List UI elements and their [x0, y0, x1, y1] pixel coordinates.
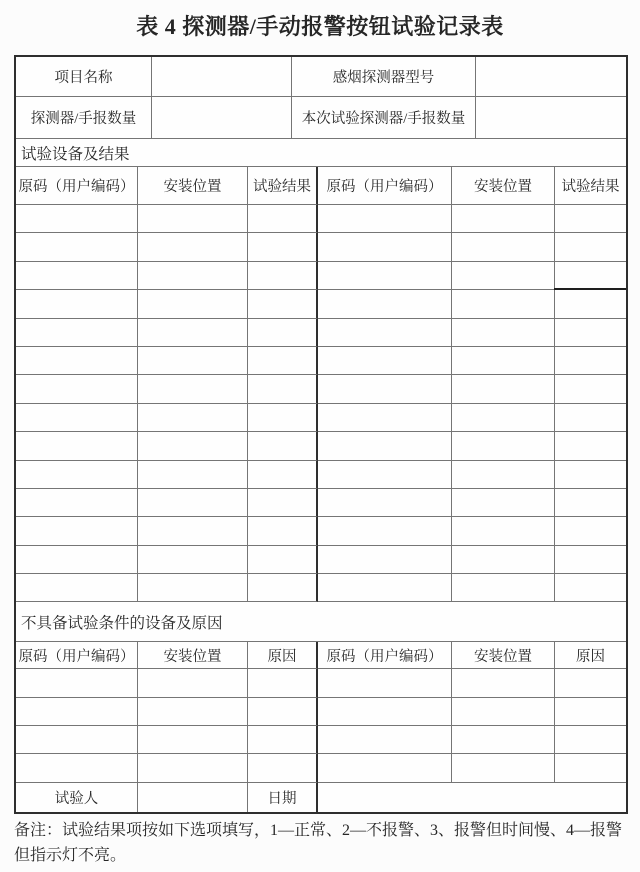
- table-row: [16, 347, 626, 375]
- empty-cell: [248, 233, 318, 261]
- empty-cell: [16, 669, 138, 697]
- empty-cell: [318, 669, 452, 697]
- empty-cell: [318, 489, 452, 517]
- empty-cell: [248, 754, 318, 782]
- table-row: [16, 205, 626, 233]
- empty-cell: [16, 262, 138, 290]
- empty-cell: [452, 233, 555, 261]
- project-name-label: 项目名称: [16, 57, 152, 97]
- table-row: [16, 754, 626, 782]
- empty-cell: [318, 517, 452, 545]
- signature-row: [16, 783, 626, 812]
- empty-cell: [555, 432, 626, 460]
- date-label: 日期: [248, 783, 318, 812]
- empty-cell: [248, 669, 318, 697]
- empty-cell: [248, 375, 318, 403]
- empty-cell: [452, 461, 555, 489]
- empty-cell: [138, 319, 248, 347]
- empty-cell: [452, 546, 555, 574]
- empty-cell: [16, 574, 138, 602]
- empty-cell: [452, 574, 555, 602]
- col-header-code-left: 原码（用户编码）: [16, 642, 138, 669]
- empty-cell: [555, 347, 626, 375]
- empty-cell: [318, 432, 452, 460]
- tested-count-label: 本次试验探测器/手报数量: [292, 97, 476, 139]
- empty-cell: [16, 432, 138, 460]
- empty-cell: [248, 517, 318, 545]
- table-row: [16, 489, 626, 517]
- empty-cell: [555, 726, 626, 754]
- empty-cell: [452, 404, 555, 432]
- tester-value: [138, 783, 248, 812]
- empty-cell: [452, 698, 555, 726]
- col-header-location-left: 安装位置: [138, 642, 248, 669]
- empty-cell: [138, 698, 248, 726]
- info-row-quantity: [16, 97, 626, 139]
- table-row: [16, 461, 626, 489]
- empty-cell: [452, 347, 555, 375]
- empty-cell: [248, 489, 318, 517]
- empty-cell: [555, 698, 626, 726]
- project-name-value: [152, 57, 292, 97]
- empty-cell: [138, 404, 248, 432]
- empty-cell: [248, 290, 318, 318]
- col-header-reason-left: 原因: [248, 642, 318, 669]
- tester-label: 试验人: [16, 783, 138, 812]
- empty-cell: [16, 319, 138, 347]
- empty-cell: [16, 546, 138, 574]
- smoke-detector-model-label: 感烟探测器型号: [292, 57, 476, 97]
- empty-cell: [248, 726, 318, 754]
- empty-cell: [16, 517, 138, 545]
- col-header-result-left: 试验结果: [248, 167, 318, 205]
- empty-cell: [138, 347, 248, 375]
- empty-cell: [248, 404, 318, 432]
- col-header-location-right: 安装位置: [452, 642, 555, 669]
- empty-cell: [138, 574, 248, 602]
- empty-cell: [138, 489, 248, 517]
- detector-count-value: [152, 97, 292, 139]
- empty-cell: [138, 375, 248, 403]
- failed-section-title: 不具备试验条件的设备及原因: [16, 602, 626, 642]
- empty-cell: [248, 461, 318, 489]
- empty-cell: [555, 669, 626, 697]
- empty-cell: [248, 319, 318, 347]
- empty-cell: [138, 233, 248, 261]
- empty-cell: [452, 290, 555, 318]
- empty-cell: [318, 319, 452, 347]
- empty-cell: [452, 517, 555, 545]
- empty-cell: [318, 461, 452, 489]
- empty-cell: [138, 517, 248, 545]
- empty-cell: [318, 233, 452, 261]
- col-header-location-left: 安装位置: [138, 167, 248, 205]
- empty-cell: [318, 574, 452, 602]
- empty-cell: [138, 669, 248, 697]
- empty-cell: [138, 205, 248, 233]
- empty-cell: [318, 754, 452, 782]
- empty-cell: [138, 546, 248, 574]
- empty-cell: [555, 574, 626, 602]
- empty-cell: [138, 726, 248, 754]
- empty-cell: [555, 262, 626, 290]
- empty-cell: [138, 461, 248, 489]
- empty-cell: [248, 262, 318, 290]
- empty-cell: [318, 290, 452, 318]
- table-row: [16, 698, 626, 726]
- empty-cell: [555, 319, 626, 347]
- empty-cell: [16, 489, 138, 517]
- empty-cell: [16, 461, 138, 489]
- table-row: [16, 546, 626, 574]
- table-row: [16, 319, 626, 347]
- empty-cell: [555, 461, 626, 489]
- empty-cell: [248, 205, 318, 233]
- test-record-table: [14, 55, 628, 814]
- col-header-code-left: 原码（用户编码）: [16, 167, 138, 205]
- empty-cell: [318, 347, 452, 375]
- detector-count-label: 探测器/手报数量: [16, 97, 152, 139]
- empty-cell: [555, 546, 626, 574]
- col-header-reason-right: 原因: [555, 642, 626, 669]
- empty-cell: [16, 726, 138, 754]
- empty-cell: [555, 404, 626, 432]
- empty-cell: [555, 754, 626, 782]
- empty-cell: [318, 726, 452, 754]
- info-row-project: [16, 57, 626, 97]
- empty-cell: [138, 432, 248, 460]
- scan-artifact-line: [554, 288, 626, 290]
- table-row: [16, 404, 626, 432]
- empty-cell: [16, 698, 138, 726]
- table-row: [16, 574, 626, 602]
- col-header-code-right: 原码（用户编码）: [318, 167, 452, 205]
- empty-cell: [138, 754, 248, 782]
- failed-header-row: [16, 642, 626, 669]
- date-value: [318, 783, 626, 812]
- empty-cell: [555, 489, 626, 517]
- empty-cell: [555, 517, 626, 545]
- test-results-empty-rows: [16, 205, 626, 602]
- empty-cell: [16, 375, 138, 403]
- empty-cell: [138, 262, 248, 290]
- smoke-detector-model-value: [476, 57, 626, 97]
- failed-empty-rows: [16, 669, 626, 782]
- empty-cell: [555, 290, 626, 318]
- col-header-code-right: 原码（用户编码）: [318, 642, 452, 669]
- page-title: 表 4 探测器/手动报警按钮试验记录表: [136, 14, 504, 39]
- empty-cell: [248, 574, 318, 602]
- empty-cell: [318, 262, 452, 290]
- empty-cell: [248, 432, 318, 460]
- empty-cell: [16, 205, 138, 233]
- empty-cell: [318, 205, 452, 233]
- table-row: [16, 669, 626, 697]
- table-row: [16, 233, 626, 261]
- table-row: [16, 726, 626, 754]
- table-row: [16, 262, 626, 290]
- empty-cell: [452, 432, 555, 460]
- empty-cell: [452, 375, 555, 403]
- empty-cell: [248, 546, 318, 574]
- tested-count-value: [476, 97, 626, 139]
- empty-cell: [452, 669, 555, 697]
- footnote-remark: 备注：试验结果项按如下选项填写，1—正常、2—不报警、3、报警但时间慢、4—报警但指示灯不亮。: [14, 822, 623, 864]
- empty-cell: [138, 290, 248, 318]
- empty-cell: [318, 404, 452, 432]
- empty-cell: [16, 404, 138, 432]
- empty-cell: [555, 375, 626, 403]
- empty-cell: [452, 262, 555, 290]
- test-results-header-row: [16, 167, 626, 205]
- empty-cell: [16, 290, 138, 318]
- empty-cell: [555, 233, 626, 261]
- empty-cell: [16, 754, 138, 782]
- empty-cell: [452, 726, 555, 754]
- table-row: [16, 375, 626, 403]
- col-header-location-right: 安装位置: [452, 167, 555, 205]
- col-header-result-right: 试验结果: [555, 167, 626, 205]
- empty-cell: [555, 205, 626, 233]
- table-row: [16, 517, 626, 545]
- empty-cell: [318, 698, 452, 726]
- empty-cell: [452, 754, 555, 782]
- empty-cell: [16, 233, 138, 261]
- table-row: [16, 290, 626, 318]
- table-row: [16, 432, 626, 460]
- empty-cell: [248, 347, 318, 375]
- empty-cell: [318, 546, 452, 574]
- empty-cell: [452, 319, 555, 347]
- empty-cell: [16, 347, 138, 375]
- test-results-section-title: 试验设备及结果: [16, 139, 626, 167]
- empty-cell: [452, 489, 555, 517]
- empty-cell: [248, 698, 318, 726]
- empty-cell: [318, 375, 452, 403]
- empty-cell: [452, 205, 555, 233]
